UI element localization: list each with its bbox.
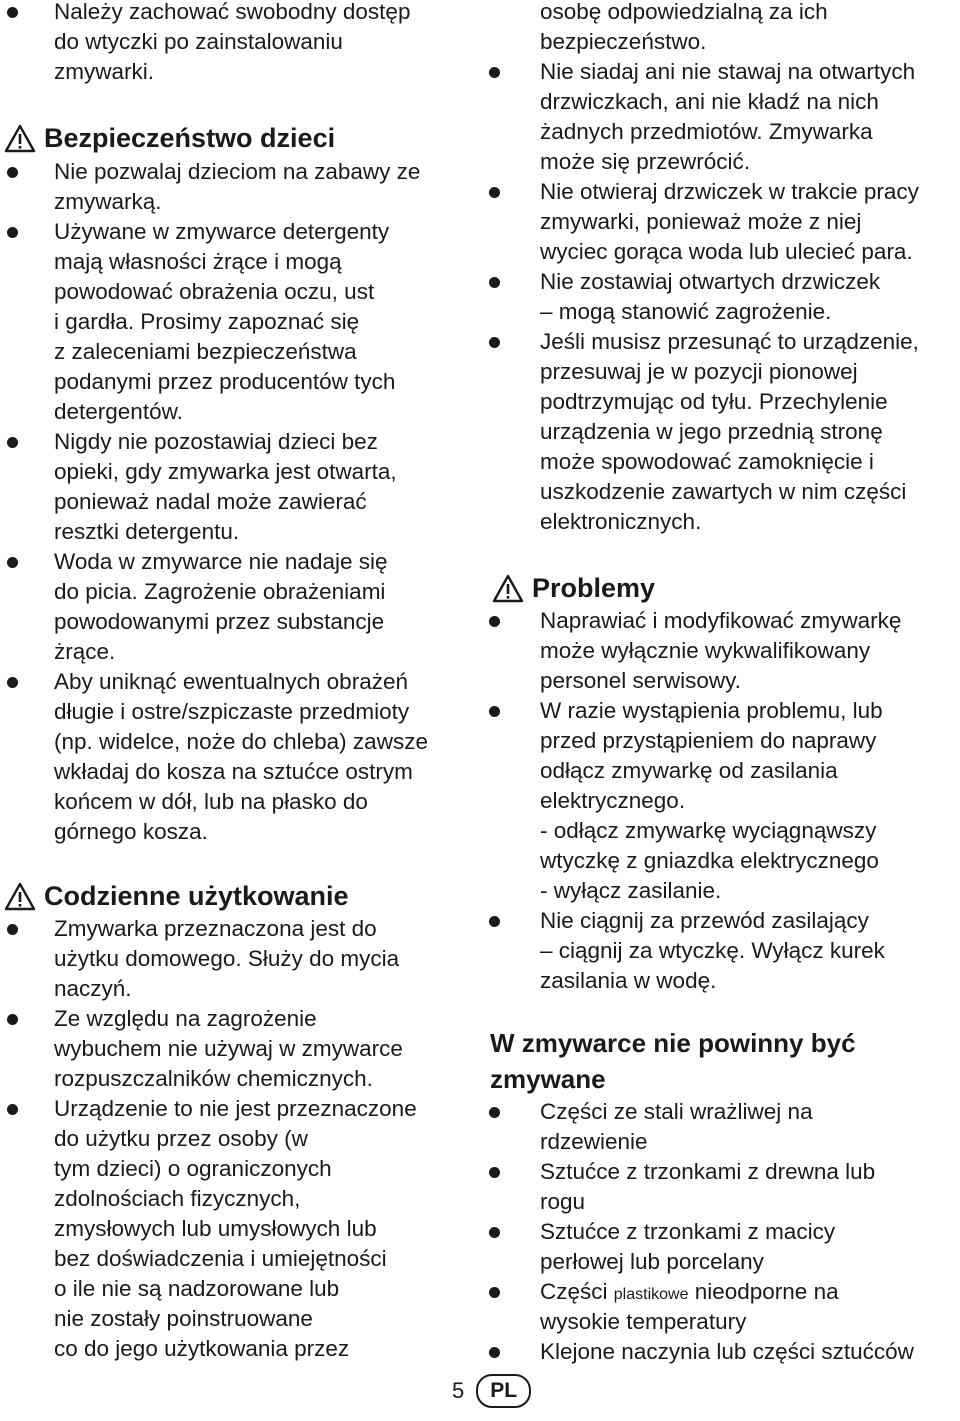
daily-use-item-line: rozpuszczalników chemicznych. bbox=[54, 1066, 373, 1091]
bullet-marker bbox=[489, 1167, 500, 1178]
daily-use-item-line: do użytku przez osoby (w bbox=[54, 1126, 308, 1151]
problems-item-line: - odłącz zmywarkę wyciągnąwszy bbox=[540, 818, 877, 843]
child-safety-item-line: Nigdy nie pozostawiaj dzieci bez bbox=[54, 429, 378, 454]
bullet-marker bbox=[489, 1287, 500, 1298]
door-safety-item-line: – mogą stanowić zagrożenie. bbox=[540, 299, 832, 324]
problems-item-line: personel serwisowy. bbox=[540, 668, 741, 693]
section-heading-daily-use-text: Codzienne użytkowanie bbox=[44, 881, 349, 911]
bullet-marker bbox=[489, 67, 500, 78]
bullet-marker bbox=[7, 557, 18, 568]
child-safety-item-line: końcem w dół, lub na płasko do bbox=[54, 789, 368, 814]
child-safety-item-line: resztki detergentu. bbox=[54, 519, 240, 544]
child-safety-item-line: do picia. Zagrożenie obrażeniami bbox=[54, 579, 386, 604]
bullet-marker bbox=[7, 437, 18, 448]
bullet-marker bbox=[489, 337, 500, 348]
daily-use-item-line: bez doświadczenia i umiejętności bbox=[54, 1246, 387, 1271]
bullet-marker bbox=[489, 1347, 500, 1358]
bullet-marker bbox=[489, 277, 500, 288]
child-safety-item-line: powodowanymi przez substancje bbox=[54, 609, 385, 634]
problems-item-line: odłącz zmywarkę od zasilania bbox=[540, 758, 838, 783]
daily-use-item-line: zdolnościach fizycznych, bbox=[54, 1186, 301, 1211]
continuation-line: bezpieczeństwo. bbox=[540, 29, 707, 54]
door-safety-item-line: żadnych przedmiotów. Zmywarka bbox=[540, 119, 873, 144]
problems-item-line: może wyłącznie wykwalifikowany bbox=[540, 638, 871, 663]
bullet-marker bbox=[7, 7, 18, 18]
daily-use-item-line: zmysłowych lub umysłowych lub bbox=[54, 1216, 377, 1241]
bullet-marker bbox=[7, 924, 18, 935]
child-safety-item-line: górnego kosza. bbox=[54, 819, 208, 844]
child-safety-item-line: Nie pozwalaj dzieciom na zabawy ze bbox=[54, 159, 421, 184]
door-safety-item-line: Jeśli musisz przesunąć to urządzenie, bbox=[540, 329, 919, 354]
door-safety-item-line: urządzenia w jego przednią stronę bbox=[540, 419, 883, 444]
child-safety-item-line: opieki, gdy zmywarka jest otwarta, bbox=[54, 459, 397, 484]
problems-item-line: zasilania w wodę. bbox=[540, 968, 717, 993]
bullet-marker bbox=[7, 1104, 18, 1115]
section-heading-not-washable-cont-text: zmywane bbox=[490, 1064, 606, 1094]
door-safety-item-line: Nie siadaj ani nie stawaj na otwartych bbox=[540, 59, 916, 84]
daily-use-item-line: naczyń. bbox=[54, 976, 132, 1001]
warning-icon bbox=[492, 574, 524, 603]
not-washable-item-line: Klejone naczynia lub części sztućców bbox=[540, 1339, 914, 1364]
problems-item-line: – ciągnij za wtyczkę. Wyłącz kurek bbox=[540, 938, 885, 963]
section-heading-not-washable-text: W zmywarce nie powinny być bbox=[490, 1028, 856, 1058]
intro-line: Należy zachować swobodny dostęp bbox=[54, 0, 411, 24]
text-fragment: Części bbox=[540, 1279, 614, 1304]
bullet-marker bbox=[7, 167, 18, 178]
section-heading-problems bbox=[492, 570, 655, 606]
problems-item-line: Naprawiać i modyfikować zmywarkę bbox=[540, 608, 902, 633]
problems-item-line: przed przystąpieniem do naprawy bbox=[540, 728, 877, 753]
continuation-line: osobę odpowiedzialną za ich bbox=[540, 0, 828, 24]
door-safety-item-line: uszkodzenie zawartych w nim części bbox=[540, 479, 907, 504]
child-safety-item-line: Używane w zmywarce detergenty bbox=[54, 219, 390, 244]
section-heading-daily-use bbox=[4, 878, 349, 914]
section-heading-not-washable bbox=[490, 1025, 856, 1061]
not-washable-item-line: perłowej lub porcelany bbox=[540, 1249, 764, 1274]
daily-use-item-line: Ze względu na zagrożenie bbox=[54, 1006, 317, 1031]
bullet-marker bbox=[489, 187, 500, 198]
bullet-marker bbox=[489, 706, 500, 717]
child-safety-item-line: Woda w zmywarce nie nadaje się bbox=[54, 549, 388, 574]
not-washable-item-line: rdzewienie bbox=[540, 1129, 648, 1154]
child-safety-item-line: z zaleceniami bezpieczeństwa bbox=[54, 339, 357, 364]
door-safety-item-line: drzwiczkach, ani nie kładź na nich bbox=[540, 89, 879, 114]
small-text: plastikowe bbox=[613, 1286, 689, 1303]
child-safety-item-line: i gardła. Prosimy zapoznać się bbox=[54, 309, 360, 334]
bullet-marker bbox=[7, 227, 18, 238]
child-safety-item-line: długie i ostre/szpiczaste przedmioty bbox=[54, 699, 410, 724]
daily-use-item-line: tym dzieci) o ograniczonych bbox=[54, 1156, 332, 1181]
child-safety-item-line: zmywarką. bbox=[54, 189, 162, 214]
door-safety-item-line: podtrzymując od tyłu. Przechylenie bbox=[540, 389, 888, 414]
child-safety-item-line: wkładaj do kosza na sztućce ostrym bbox=[54, 759, 413, 784]
section-heading-not-washable-cont bbox=[490, 1061, 606, 1097]
problems-item-line: elektrycznego. bbox=[540, 788, 686, 813]
section-heading-child-safety-text: Bezpieczeństwo dzieci bbox=[44, 123, 336, 153]
not-washable-item-line: rogu bbox=[540, 1189, 586, 1214]
daily-use-item-line: Zmywarka przeznaczona jest do bbox=[54, 916, 377, 941]
warning-icon bbox=[4, 882, 36, 911]
section-heading-child-safety bbox=[4, 120, 335, 156]
warning-icon bbox=[4, 124, 36, 153]
daily-use-item-line: użytku domowego. Służy do mycia bbox=[54, 946, 400, 971]
bullet-marker bbox=[7, 677, 18, 688]
daily-use-item-line: nie zostały poinstruowane bbox=[54, 1306, 313, 1331]
problems-item-line: W razie wystąpienia problemu, lub bbox=[540, 698, 883, 723]
child-safety-item-line: żrące. bbox=[54, 639, 116, 664]
problems-item-line: Nie ciągnij za przewód zasilający bbox=[540, 908, 869, 933]
not-washable-item-line: Sztućce z trzonkami z drewna lub bbox=[540, 1159, 876, 1184]
not-washable-item-line: wysokie temperatury bbox=[540, 1309, 747, 1334]
door-safety-item-line: Nie zostawiaj otwartych drzwiczek bbox=[540, 269, 881, 294]
bullet-marker bbox=[7, 1014, 18, 1025]
door-safety-item-line: może się przewrócić. bbox=[540, 149, 751, 174]
page-number: 5 bbox=[452, 1378, 465, 1403]
intro-line: zmywarki. bbox=[54, 59, 154, 84]
intro-line: do wtyczki po zainstalowaniu bbox=[54, 29, 343, 54]
door-safety-item-line: zmywarki, ponieważ może z niej bbox=[540, 209, 862, 234]
not-washable-item-line: Sztućce z trzonkami z macicy bbox=[540, 1219, 836, 1244]
daily-use-item-line: co do jego użytkowania przez bbox=[54, 1336, 350, 1361]
child-safety-item-line: Aby uniknąć ewentualnych obrażeń bbox=[54, 669, 408, 694]
page-footer bbox=[452, 1374, 531, 1408]
bullet-marker bbox=[489, 616, 500, 627]
bullet-marker bbox=[489, 1107, 500, 1118]
door-safety-item-line: wyciec gorąca woda lub ulecieć para. bbox=[540, 239, 913, 264]
problems-item-line: - wyłącz zasilanie. bbox=[540, 878, 722, 903]
language-badge: PL bbox=[476, 1374, 531, 1408]
text-fragment: nieodporne na bbox=[688, 1279, 839, 1304]
child-safety-item-line: mają własności żrące i mogą bbox=[54, 249, 342, 274]
daily-use-item-line: wybuchem nie używaj w zmywarce bbox=[54, 1036, 403, 1061]
bullet-marker bbox=[489, 916, 500, 927]
daily-use-item-line: o ile nie są nadzorowane lub bbox=[54, 1276, 340, 1301]
not-washable-item-line bbox=[540, 1277, 960, 1307]
bullet-marker bbox=[489, 1227, 500, 1238]
child-safety-item-line: powodować obrażenia oczu, ust bbox=[54, 279, 375, 304]
section-heading-problems-text: Problemy bbox=[532, 573, 656, 603]
child-safety-item-line: ponieważ nadal może zawierać bbox=[54, 489, 367, 514]
child-safety-item-line: detergentów. bbox=[54, 399, 183, 424]
not-washable-item-line: Części ze stali wrażliwej na bbox=[540, 1099, 813, 1124]
door-safety-item-line: przesuwaj je w pozycji pionowej bbox=[540, 359, 858, 384]
door-safety-item-line: może spowodować zamoknięcie i bbox=[540, 449, 874, 474]
door-safety-item-line: elektronicznych. bbox=[540, 509, 702, 534]
problems-item-line: wtyczkę z gniazdka elektrycznego bbox=[540, 848, 879, 873]
daily-use-item-line: Urządzenie to nie jest przeznaczone bbox=[54, 1096, 417, 1121]
door-safety-item-line: Nie otwieraj drzwiczek w trakcie pracy bbox=[540, 179, 919, 204]
child-safety-item-line: podanymi przez producentów tych bbox=[54, 369, 396, 394]
child-safety-item-line: (np. widelce, noże do chleba) zawsze bbox=[54, 729, 428, 754]
